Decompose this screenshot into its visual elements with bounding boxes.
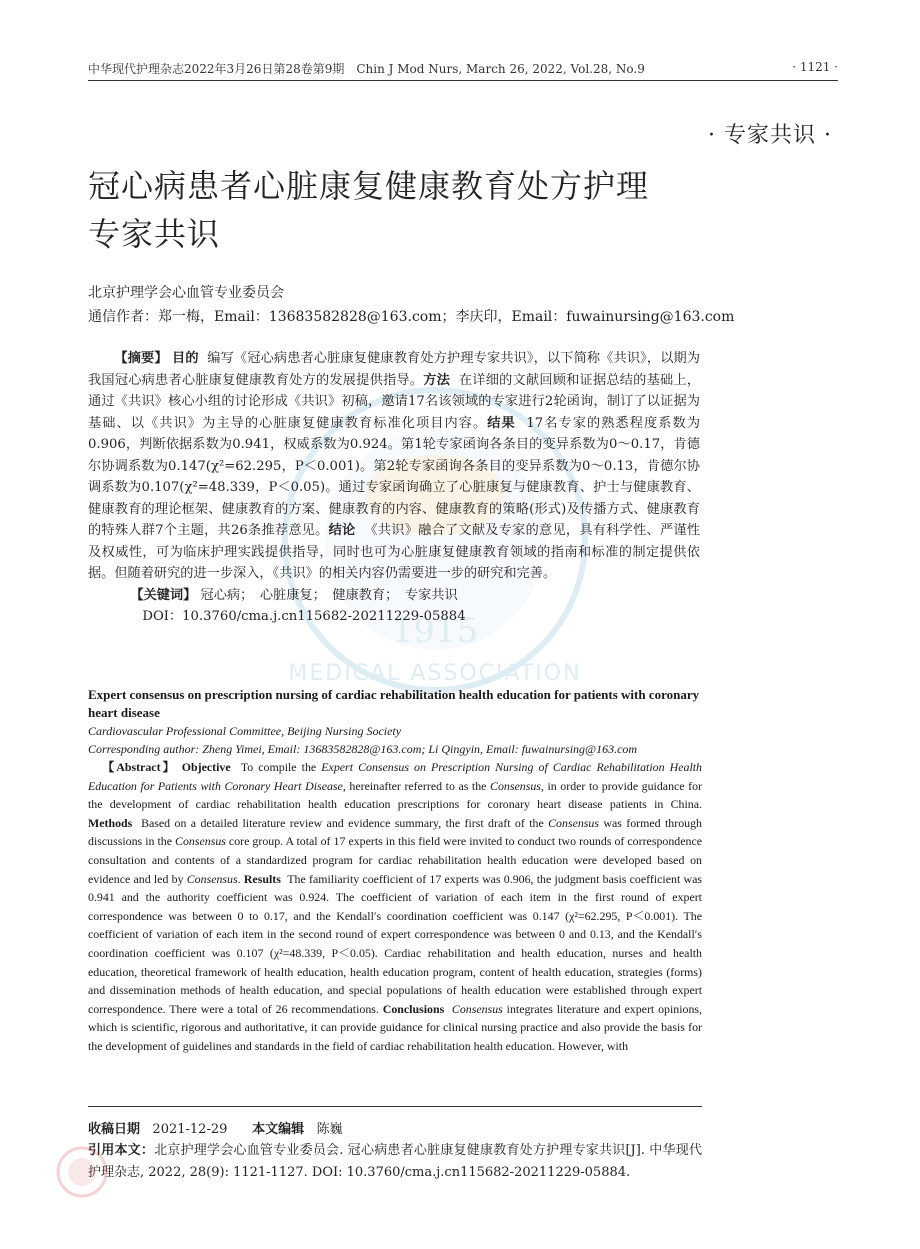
corresponding-author: 通信作者：郑一梅，Email：13683582828@163.com；李庆印，Email：fuwainursing@163.com xyxy=(88,309,735,325)
en-methods-1: Based on a detailed literature review and evidence summary, the first draft of the xyxy=(141,815,549,830)
en-methods-3: core group. A total of 17 experts in this field were invited to conduct two rounds of correspondence consultation and contents of a standardized program for cardiac rehabilitation health education were developed based on evidence and led by xyxy=(88,834,703,886)
en-objective-label: Objective xyxy=(181,760,231,774)
corner-seal-icon xyxy=(56,1146,108,1198)
page-number: · 1121 · xyxy=(792,60,838,74)
en-abstract-label: 【Abstract】 xyxy=(102,760,177,774)
citation xyxy=(88,1140,702,1184)
conclusion-text: 《共识》融合了文献及专家的意见，具有科学性、严谨性及权威性，可为临床护理实践提供指导，同时也可为心脏康复健康教育领域的指南和标准的制定提供依据。但随着研究的进一步深入，《共识》的相关内容仍需要进一步的研究和完善。 xyxy=(88,523,701,581)
footer-divider xyxy=(88,1106,702,1107)
abstract-label: 【摘要】 xyxy=(114,351,168,366)
en-consensus-word: Consensus xyxy=(490,778,541,793)
en-methods-label: Methods xyxy=(88,815,133,830)
journal-info: 中华现代护理杂志2022年3月26日第28卷第9期 Chin J Mod Nurs, March 26, 2022, Vol.28, No.9 xyxy=(88,62,645,76)
chinese-abstract xyxy=(88,348,700,628)
en-objective-2: , hereinafter referred to as the xyxy=(342,778,491,793)
author-line: 北京护理学会心血管专业委员会 xyxy=(88,285,284,301)
en-conclusions-label: Conclusions xyxy=(382,1001,445,1016)
received-date: 2021-12-29 xyxy=(152,1122,228,1137)
received-line xyxy=(88,1118,343,1137)
results-text: 17名专家的熟悉程度系数为0.906，判断依据系数为0.941，权威系数为0.924。第1轮专家函询各条目的变异系数为0～0.17，肯德尔协调系数为0.147(χ²=62.295，P＜0.001)。第2轮专家函询各条目的变异系数为0～0.13，肯德尔协调系数为0.107(χ²=48.339，P＜0.05)。通过专家函询确立了心脏康复与健康教育、护士与健康教育、健康教育的理论框架、健康教育的方案、健康教育的内容、健康教育的策略(形式)及传播方式、健康教育的特殊人群7个主题，共26条推荐意见。 xyxy=(88,415,701,538)
english-title: Expert consensus on prescription nursing of cardiac rehabilitation health education for patients with coronary heart disease xyxy=(88,687,700,720)
keywords-label: 【关键词】 xyxy=(130,587,197,603)
watermark-text: MEDICAL ASSOCIATION xyxy=(288,661,582,686)
en-results-label: Results xyxy=(243,871,281,886)
conclusion-label: 结论 xyxy=(328,523,356,538)
methods-label: 方法 xyxy=(423,372,451,388)
article-title xyxy=(88,162,708,258)
en-objective-1: To compile the xyxy=(240,760,322,774)
en-objective-title: Expert Consensus on Prescription Nursing of Cardiac Rehabilitation Health Education for Patients with Coronary Heart Disease xyxy=(88,760,702,793)
title-line-2: 专家共识 xyxy=(88,215,221,253)
cite-text: 北京护理学会心血管专业委员会. 冠心病患者心脏康复健康教育处方护理专家共识[J]. 中华现代护理杂志, 2022, 28(9): 1121-1127. DOI: 10.3760/cma.j.cn115682-20211229-05884. xyxy=(88,1143,702,1180)
editor-label: 本文编辑 xyxy=(252,1122,305,1137)
en-methods-4: . xyxy=(237,871,241,886)
english-corresponding: Corresponding author: Zheng Yimei, Email: 13683582828@163.com; Li Qingyin, Email: fuwainursing@163.com xyxy=(88,742,638,756)
abstract-paragraph xyxy=(88,348,700,585)
en-methods-2: was formed through discussions in the xyxy=(88,815,702,849)
english-author: Cardiovascular Professional Committee, Beijing Nursing Society xyxy=(88,724,402,738)
cite-label: 引用本文： xyxy=(88,1143,155,1158)
received-label: 收稿日期 xyxy=(88,1122,141,1137)
english-abstract-paragraph xyxy=(88,758,702,1056)
keywords-text: 冠心病； 心脏康复； 健康教育； 专家共识 xyxy=(200,587,458,603)
doi-line: DOI：10.3760/cma.j.cn115682-20211229-05884 xyxy=(142,609,466,624)
en-results-text: The familiarity coefficient of 17 experts was 0.906, the judgment basis coefficient was 0.941 and the authority coefficient was 0.924. The coefficient of variation of each item in the first round of expert correspondence was between 0 to 0.17, and the Kendall′s coordination coefficient was 0.147 (χ²=62.295, P＜0.001). The coefficient of variation of each item in the second round of expert correspondence was between 0 and 0.13, and the Kendall′s coordination coefficient was 0.107 (χ²=48.339, P＜0.05). Cardiac rehabilitation and health education, nurses and health education, theoretical framework of health education, health education program, content of health education, strategies (forms) and dissemination methods of health education, and special populations of health education were established through expert correspondence. There were a total of 26 recommendations. xyxy=(88,871,702,1016)
methods-text: 在详细的文献回顾和证据总结的基础上，通过《共识》核心小组的讨论形成《共识》初稿，邀请17名该领域的专家进行2轮函询，制订了以证据为基础、以《共识》为主导的心脏康复健康教育标准化项目内容。 xyxy=(88,372,701,431)
en-consensus-word: Consensus xyxy=(186,871,238,886)
en-consensus-word: Consensus xyxy=(451,1001,503,1016)
editor-name: 陈巍 xyxy=(316,1122,343,1137)
watermark-year: 1915 xyxy=(391,611,479,651)
en-conclusions-text: integrates literature and expert opinions, which is scientific, rigorous and authoritative, it can provide guidance for clinical nursing practice and also provide the basis for the development of guidelines and standards in the field of cardiac rehabilitation health education. However, with xyxy=(88,1001,703,1053)
en-consensus-word: Consensus xyxy=(175,834,226,849)
section-label: · 专家共识 · xyxy=(708,123,832,148)
results-label: 结果 xyxy=(487,415,516,431)
title-line-1: 冠心病患者心脏康复健康教育处方护理 xyxy=(88,167,650,205)
en-consensus-word: Consensus xyxy=(548,815,599,830)
keywords-line xyxy=(88,585,700,607)
en-objective-3: , in order to provide guidance for the development of cardiac rehabilitation health education prescriptions for coronary heart disease patients in China. xyxy=(88,778,703,812)
objective-text: 编写《冠心病患者心脏康复健康教育处方护理专家共识》，以下简称《共识》，以期为我国冠心病患者心脏康复健康教育处方的发展提供指导。 xyxy=(88,351,701,388)
header-divider xyxy=(88,80,838,81)
english-abstract xyxy=(88,686,702,1056)
objective-label: 目的 xyxy=(172,351,199,366)
